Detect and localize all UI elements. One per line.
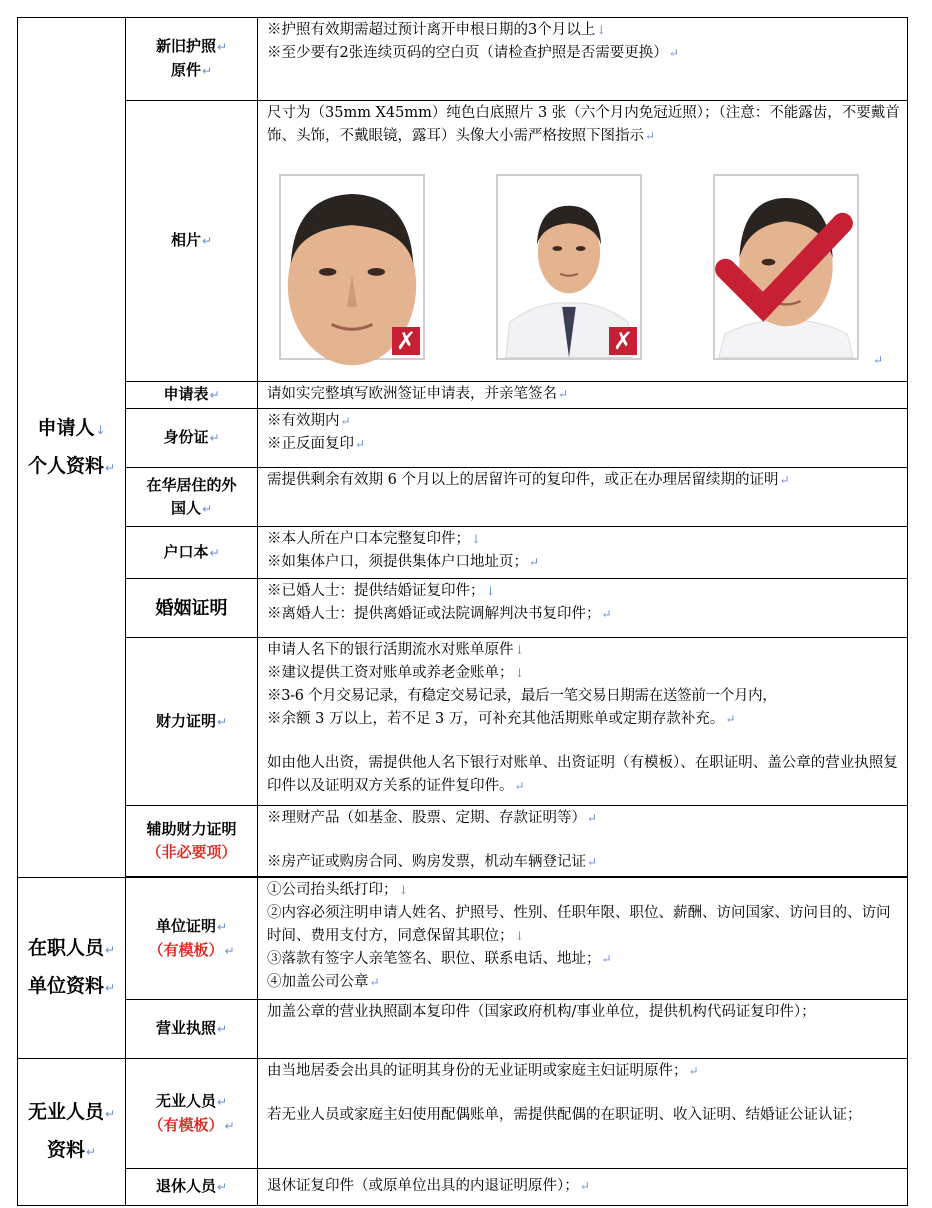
label-marriage-certificate: 婚姻证明 [126, 579, 258, 638]
photo-example-too-large [279, 174, 425, 360]
content-id-card: ※有效期内↵ ※正反面复印↵ [258, 409, 908, 468]
content-marriage-certificate: ※已婚人士：提供结婚证复印件；↓ ※离婚人士：提供离婚证或法院调解判决书复印件；↵ [258, 579, 908, 638]
photo-examples [279, 174, 883, 379]
content-business-license: 加盖公章的营业执照副本复印件（国家政府机构/事业单位，提供机构代码证复印件）； [258, 1000, 908, 1059]
label-application-form: 申请表↵ [126, 382, 258, 409]
content-unemployed: 由当地居委会出具的证明其身份的无业证明或家庭主妇证明原件；↵ 若无业人员或家庭主妇使用配偶账单，需提供配偶的在职证明、收入证明、结婚证公证认证； [258, 1059, 908, 1169]
checkmark-icon [713, 174, 855, 356]
passport-validity-text: ※护照有效期需超过预计离开申根日期的3个月以上↓ [267, 22, 607, 38]
row-retired [18, 1169, 908, 1206]
label-employment-letter: 单位证明↵ （有模板）↵ [126, 878, 258, 1000]
label-foreign-resident: 在华居住的外 国人↵ [126, 468, 258, 527]
content-photo [258, 101, 908, 382]
label-passport: 新旧护照↵ 原件↵ [126, 18, 258, 101]
label-business-license: 营业执照↵ [126, 1000, 258, 1059]
section-employed-title: 在职人员↵ [27, 937, 116, 959]
label-financial-proof: 财力证明↵ [126, 638, 258, 806]
content-application-form: 请如实完整填写欧洲签证申请表，并亲笔签名↵ [258, 382, 908, 409]
label-id-card: 身份证↵ [126, 409, 258, 468]
section-unemployed [18, 1059, 126, 1206]
visa-requirements-table [17, 17, 908, 1206]
content-employment-letter: ①公司抬头纸打印；↓ ②内容必须注明申请人姓名、护照号、性别、任职年限、职位、薪酬、访问国家、访问目的、访问时间、费用支付方，同意保留其职位；↓ ③落款有签字人亲笔签名、职位、联系电话、地址；↵ ④加盖公司公章↵ [258, 878, 908, 1000]
photo-spec-text: 尺寸为（35mm X45mm）纯色白底照片 3 张（六个月内免冠近照）；（注意：不能露齿，不要戴首饰、头饰，不戴眼镜，露耳）头像大小需严格按照下图指示↵ [267, 105, 900, 144]
photo-example-too-small [496, 174, 642, 360]
passport-blank-pages-text: ※至少要有2张连续页码的空白页（请检查护照是否需要更换）↵ [267, 45, 679, 61]
content-household-register: ※本人所在户口本完整复印件；↓ ※如集体户口，须提供集体户口地址页；↵ [258, 527, 908, 579]
reject-icon: ✗ [392, 327, 420, 355]
section-personal-subtitle: 个人资料↵ [27, 454, 116, 477]
section-employed-subtitle: 单位资料↵ [27, 975, 116, 997]
label-auxiliary-financial-proof: 辅助财力证明 （非必要项） [126, 806, 258, 877]
section-unemployed-subtitle: 资料↵ [46, 1139, 97, 1161]
content-financial-proof: 申请人名下的银行活期流水对账单原件↓ ※建议提供工资对账单或养老金账单；↓ ※3-6 个月交易记录，有稳定交易记录，最后一笔交易日期需在送签前一个月内， ※余额 3 万以上，若不足 3 万，可补充其他活期账单或定期存款补充。↵ 如由他人出资，需提供他人名下银行对账单、出资证明（有模板）、在职证明、盖公章的营业执照复印件以及证明双方关系的证件复印件。↵ [258, 638, 908, 806]
label-unemployed: 无业人员↵ （有模板）↵ [126, 1059, 258, 1169]
row-unemployed [18, 1059, 908, 1169]
section-personal [18, 18, 126, 878]
section-employed [18, 878, 126, 1059]
reject-icon: ✗ [609, 327, 637, 355]
row-employment-letter [18, 878, 908, 1000]
row-auxiliary-financial-proof [18, 806, 908, 877]
label-household-register: 户口本↵ [126, 527, 258, 579]
row-application-form [18, 382, 908, 409]
content-retired: 退休证复印件（或原单位出具的内退证明原件）；↵ [258, 1169, 908, 1206]
row-id-card [18, 409, 908, 468]
label-retired: 退休人员↵ [126, 1169, 258, 1206]
content-auxiliary-financial-proof: ※理财产品（如基金、股票、定期、存款证明等）↵ ※房产证或购房合同、购房发票，机动车辆登记证↵ [258, 806, 908, 877]
row-foreign-resident [18, 468, 908, 527]
row-financial-proof [18, 638, 908, 806]
row-business-license [18, 1000, 908, 1059]
label-photo: 相片↵ [126, 101, 258, 382]
section-personal-title: 申请人↓ [37, 416, 106, 439]
content-foreign-resident: 需提供剩余有效期 6 个月以上的居留许可的复印件，或正在办理居留续期的证明↵ [258, 468, 908, 527]
row-household-register [18, 527, 908, 579]
row-photo [18, 101, 908, 382]
row-passport [18, 18, 908, 101]
content-passport [258, 18, 908, 101]
row-marriage-certificate [18, 579, 908, 638]
section-unemployed-title: 无业人员↵ [27, 1101, 116, 1123]
photo-example-correct: ↵ [713, 174, 859, 360]
